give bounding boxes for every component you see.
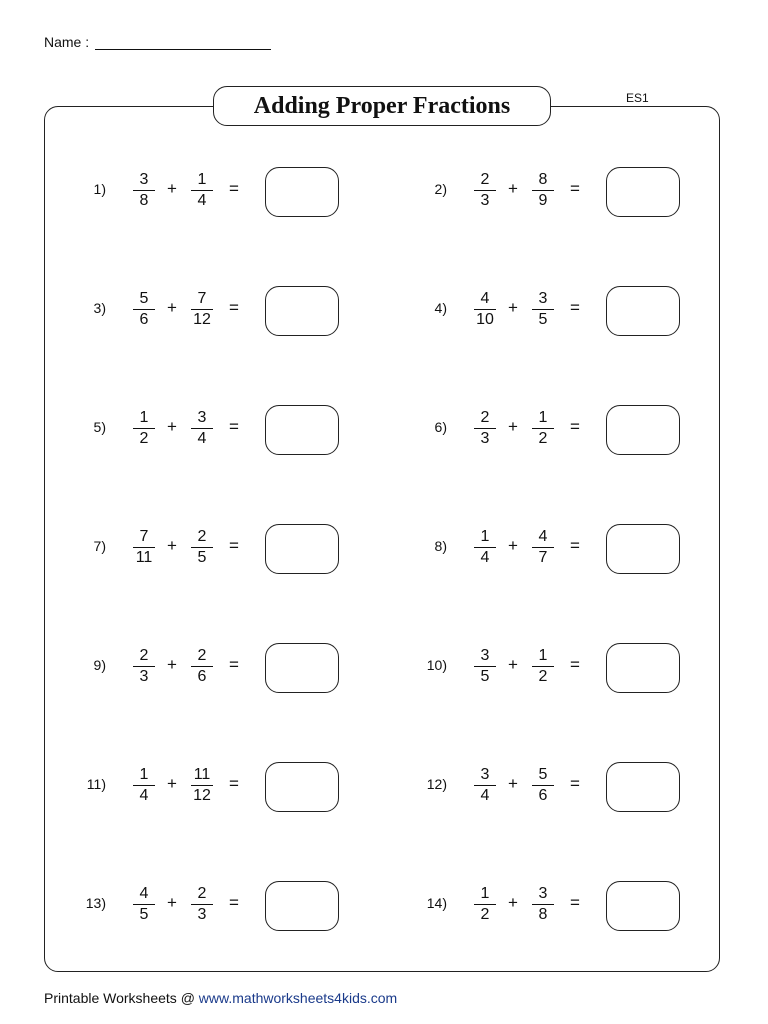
- equals-sign: =: [570, 536, 580, 555]
- second-denominator: 7: [538, 549, 548, 566]
- plus-sign: +: [508, 536, 518, 555]
- problem-item: [385, 762, 685, 812]
- second-denominator: 4: [197, 192, 207, 209]
- second-fraction: [527, 765, 559, 806]
- name-input-line[interactable]: [95, 33, 271, 50]
- second-fraction: [186, 765, 218, 806]
- problem-number: 5): [93, 419, 106, 435]
- first-denominator: 5: [480, 668, 490, 685]
- equals-sign: =: [229, 893, 239, 912]
- second-denominator: 9: [538, 192, 548, 209]
- problem-item: [44, 167, 344, 217]
- first-fraction: [128, 408, 160, 449]
- second-numerator: 1: [191, 170, 213, 191]
- plus-sign: +: [167, 893, 177, 912]
- equals-sign: =: [229, 417, 239, 436]
- first-fraction: [469, 408, 501, 449]
- answer-box[interactable]: [265, 286, 339, 336]
- answer-box[interactable]: [265, 881, 339, 931]
- second-fraction: [527, 884, 559, 925]
- footer-url-link[interactable]: www.mathworksheets4kids.com: [198, 990, 398, 1006]
- second-denominator: 4: [197, 430, 207, 447]
- plus-sign: +: [508, 655, 518, 674]
- first-fraction: [469, 765, 501, 806]
- second-numerator: 7: [191, 289, 213, 310]
- problem-item: [385, 286, 685, 336]
- second-numerator: 2: [191, 884, 213, 905]
- footer: [44, 990, 397, 1006]
- problem-item: [44, 524, 344, 574]
- second-fraction: [527, 170, 559, 211]
- answer-box[interactable]: [265, 762, 339, 812]
- first-denominator: 11: [135, 549, 153, 566]
- answer-box[interactable]: [265, 643, 339, 693]
- second-numerator: 8: [532, 170, 554, 191]
- problem-number: 3): [93, 300, 106, 316]
- second-fraction: [186, 170, 218, 211]
- answer-box[interactable]: [265, 524, 339, 574]
- second-numerator: 4: [532, 527, 554, 548]
- equals-sign: =: [570, 298, 580, 317]
- name-label: Name :: [44, 34, 90, 50]
- first-fraction: [469, 646, 501, 687]
- problem-number: 11): [86, 776, 106, 792]
- first-denominator: 6: [139, 311, 149, 328]
- problem-item: [385, 167, 685, 217]
- second-numerator: 1: [532, 646, 554, 667]
- equals-sign: =: [570, 417, 580, 436]
- second-denominator: 12: [193, 311, 211, 328]
- problem-number: 14): [426, 895, 447, 911]
- plus-sign: +: [167, 298, 177, 317]
- problem-item: [385, 643, 685, 693]
- equals-sign: =: [229, 655, 239, 674]
- second-numerator: 3: [532, 289, 554, 310]
- second-fraction: [527, 408, 559, 449]
- first-fraction: [469, 884, 501, 925]
- first-denominator: 4: [480, 787, 490, 804]
- second-numerator: 11: [191, 765, 213, 786]
- second-fraction: [186, 884, 218, 925]
- second-denominator: 8: [538, 906, 548, 923]
- first-denominator: 2: [139, 430, 149, 447]
- footer-label: Printable Worksheets @: [44, 990, 199, 1006]
- answer-box[interactable]: [606, 405, 680, 455]
- problem-item: [44, 643, 344, 693]
- first-numerator: 2: [133, 646, 155, 667]
- problem-item: [385, 405, 685, 455]
- first-fraction: [469, 289, 501, 330]
- second-denominator: 5: [538, 311, 548, 328]
- problem-item: [385, 524, 685, 574]
- answer-box[interactable]: [606, 524, 680, 574]
- first-fraction: [128, 289, 160, 330]
- problem-number: 10): [426, 657, 447, 673]
- problem-number: 2): [434, 181, 447, 197]
- second-fraction: [186, 408, 218, 449]
- answer-box[interactable]: [606, 167, 680, 217]
- plus-sign: +: [167, 655, 177, 674]
- first-numerator: 1: [133, 408, 155, 429]
- first-numerator: 1: [133, 765, 155, 786]
- problem-number: 7): [93, 538, 106, 554]
- first-numerator: 3: [133, 170, 155, 191]
- first-denominator: 5: [139, 906, 149, 923]
- equals-sign: =: [229, 179, 239, 198]
- first-denominator: 3: [139, 668, 149, 685]
- second-denominator: 2: [538, 430, 548, 447]
- plus-sign: +: [167, 417, 177, 436]
- first-fraction: [128, 170, 160, 211]
- equals-sign: =: [570, 655, 580, 674]
- equals-sign: =: [570, 774, 580, 793]
- first-fraction: [128, 884, 160, 925]
- second-numerator: 5: [532, 765, 554, 786]
- first-numerator: 1: [474, 884, 496, 905]
- first-denominator: 10: [476, 311, 494, 328]
- second-denominator: 6: [197, 668, 207, 685]
- first-numerator: 2: [474, 408, 496, 429]
- first-fraction: [469, 170, 501, 211]
- problem-number: 8): [434, 538, 447, 554]
- problem-item: [44, 881, 344, 931]
- second-fraction: [527, 646, 559, 687]
- problem-item: [44, 286, 344, 336]
- answer-box[interactable]: [606, 286, 680, 336]
- first-fraction: [469, 527, 501, 568]
- second-numerator: 2: [191, 527, 213, 548]
- answer-box[interactable]: [606, 762, 680, 812]
- first-denominator: 3: [480, 192, 490, 209]
- first-fraction: [128, 527, 160, 568]
- first-fraction: [128, 646, 160, 687]
- answer-box[interactable]: [606, 643, 680, 693]
- answer-box[interactable]: [606, 881, 680, 931]
- first-denominator: 2: [480, 906, 490, 923]
- second-denominator: 6: [538, 787, 548, 804]
- first-numerator: 4: [133, 884, 155, 905]
- second-numerator: 1: [532, 408, 554, 429]
- plus-sign: +: [508, 179, 518, 198]
- first-fraction: [128, 765, 160, 806]
- second-denominator: 2: [538, 668, 548, 685]
- first-numerator: 4: [474, 289, 496, 310]
- equals-sign: =: [570, 179, 580, 198]
- first-denominator: 3: [480, 430, 490, 447]
- first-denominator: 8: [139, 192, 149, 209]
- problem-number: 12): [426, 776, 447, 792]
- second-numerator: 3: [191, 408, 213, 429]
- name-field-row: [44, 33, 271, 50]
- first-numerator: 5: [133, 289, 155, 310]
- second-fraction: [527, 289, 559, 330]
- equals-sign: =: [229, 774, 239, 793]
- second-fraction: [186, 646, 218, 687]
- equals-sign: =: [229, 298, 239, 317]
- equals-sign: =: [570, 893, 580, 912]
- problem-number: 6): [434, 419, 447, 435]
- problem-number: 13): [85, 895, 106, 911]
- problem-number: 1): [93, 181, 106, 197]
- plus-sign: +: [508, 298, 518, 317]
- first-numerator: 7: [133, 527, 155, 548]
- problem-item: [44, 405, 344, 455]
- plus-sign: +: [167, 536, 177, 555]
- plus-sign: +: [508, 893, 518, 912]
- problem-item: [44, 762, 344, 812]
- first-numerator: 3: [474, 646, 496, 667]
- plus-sign: +: [508, 774, 518, 793]
- problem-item: [385, 881, 685, 931]
- first-denominator: 4: [480, 549, 490, 566]
- first-denominator: 4: [139, 787, 149, 804]
- plus-sign: +: [167, 179, 177, 198]
- answer-box[interactable]: [265, 167, 339, 217]
- first-numerator: 3: [474, 765, 496, 786]
- problem-number: 9): [93, 657, 106, 673]
- second-denominator: 3: [197, 906, 207, 923]
- first-numerator: 2: [474, 170, 496, 191]
- problem-number: 4): [434, 300, 447, 316]
- second-numerator: 2: [191, 646, 213, 667]
- second-fraction: [527, 527, 559, 568]
- plus-sign: +: [167, 774, 177, 793]
- worksheet-title: Adding Proper Fractions: [213, 86, 551, 126]
- equals-sign: =: [229, 536, 239, 555]
- worksheet-code: ES1: [626, 91, 649, 105]
- second-fraction: [186, 289, 218, 330]
- plus-sign: +: [508, 417, 518, 436]
- second-fraction: [186, 527, 218, 568]
- answer-box[interactable]: [265, 405, 339, 455]
- second-denominator: 5: [197, 549, 207, 566]
- first-numerator: 1: [474, 527, 496, 548]
- second-denominator: 12: [193, 787, 211, 804]
- second-numerator: 3: [532, 884, 554, 905]
